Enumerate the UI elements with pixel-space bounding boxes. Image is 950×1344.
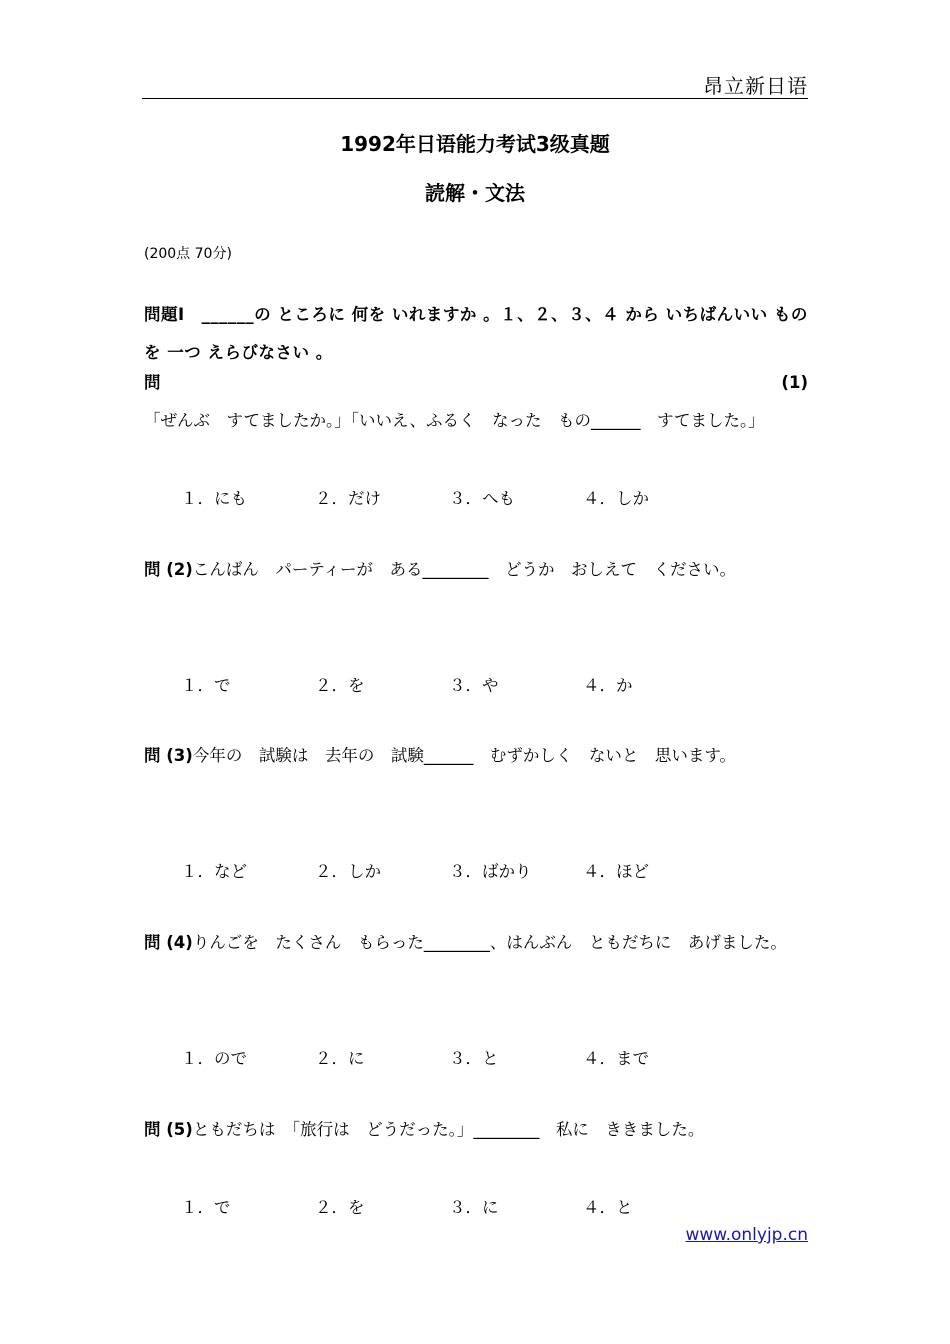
choices-2 — [181, 672, 717, 696]
question-5 — [144, 1111, 808, 1149]
choice-option[interactable]: ４．しか — [583, 489, 649, 508]
question-number: 問 (2) — [144, 560, 193, 579]
choice-option[interactable]: ４．まで — [583, 1049, 649, 1068]
choice-option[interactable]: ２．しか — [315, 862, 381, 881]
question-4 — [144, 924, 808, 962]
page-title: 1992年日语能力考试3级真题 — [340, 132, 610, 156]
choice-option[interactable]: １．ので — [181, 1049, 247, 1068]
section-heading: 問題Ⅰ ______の ところに 何を いれますか 。１、２、３、４ から いちばんいい ものを 一つ えらびなさい 。 — [144, 305, 808, 362]
choice-option[interactable]: ２．に — [315, 1049, 365, 1068]
question-text: 今年の 試験は 去年の 試験______ むずかしく ないと 思います。 — [192, 746, 736, 765]
choice-option[interactable]: ３．へも — [449, 489, 515, 508]
choice-option[interactable]: ３．に — [449, 1198, 499, 1217]
score-info: (200点 70分) — [144, 246, 232, 262]
choice-option[interactable]: ２．を — [315, 1198, 365, 1217]
choices-3 — [181, 858, 717, 882]
choice-option[interactable]: ３．ばかり — [449, 862, 532, 881]
choice-option[interactable]: ２．だけ — [315, 489, 381, 508]
question-number: 問 (4) — [144, 933, 193, 952]
choice-option[interactable]: ４．か — [583, 676, 633, 695]
choice-option[interactable]: ４．ほど — [583, 862, 649, 881]
choice-option[interactable]: ３．や — [449, 676, 499, 695]
question-text: ともだちは 「旅行は どうだった。」________ 私に ききました。 — [192, 1120, 705, 1139]
question-number: 問 (3) — [144, 746, 193, 765]
choices-1 — [181, 485, 717, 509]
choice-option[interactable]: １．にも — [181, 489, 247, 508]
choice-option[interactable]: １．で — [181, 1198, 231, 1217]
brand-header: 昂立新日语 — [703, 74, 808, 98]
page-subtitle: 読解・文法 — [425, 181, 525, 205]
choice-option[interactable]: ３．と — [449, 1049, 499, 1068]
question-text: 「ぜんぶ すてましたか。」「いいえ、ふるく なった もの______ すてました。」 — [144, 411, 765, 430]
question-text: こんばん パーティーが ある________ どうか おしえて ください。 — [192, 560, 736, 579]
choice-option[interactable]: １．で — [181, 676, 231, 695]
question-2 — [144, 551, 808, 589]
question-1 — [144, 364, 808, 440]
question-number: 問 (5) — [144, 1120, 193, 1139]
question-text: りんごを たくさん もらった________、はんぶん ともだちに あげました。 — [192, 933, 787, 952]
footer-link[interactable]: www.onlyjp.cn — [685, 1225, 808, 1245]
choice-option[interactable]: ４．と — [583, 1198, 633, 1217]
choices-4 — [181, 1045, 717, 1069]
choices-5 — [181, 1194, 717, 1218]
choice-option[interactable]: １．など — [181, 862, 247, 881]
question-number: 問 (1) — [144, 373, 808, 392]
header-rule — [142, 98, 808, 99]
choice-option[interactable]: ２．を — [315, 676, 365, 695]
question-3 — [144, 737, 808, 775]
